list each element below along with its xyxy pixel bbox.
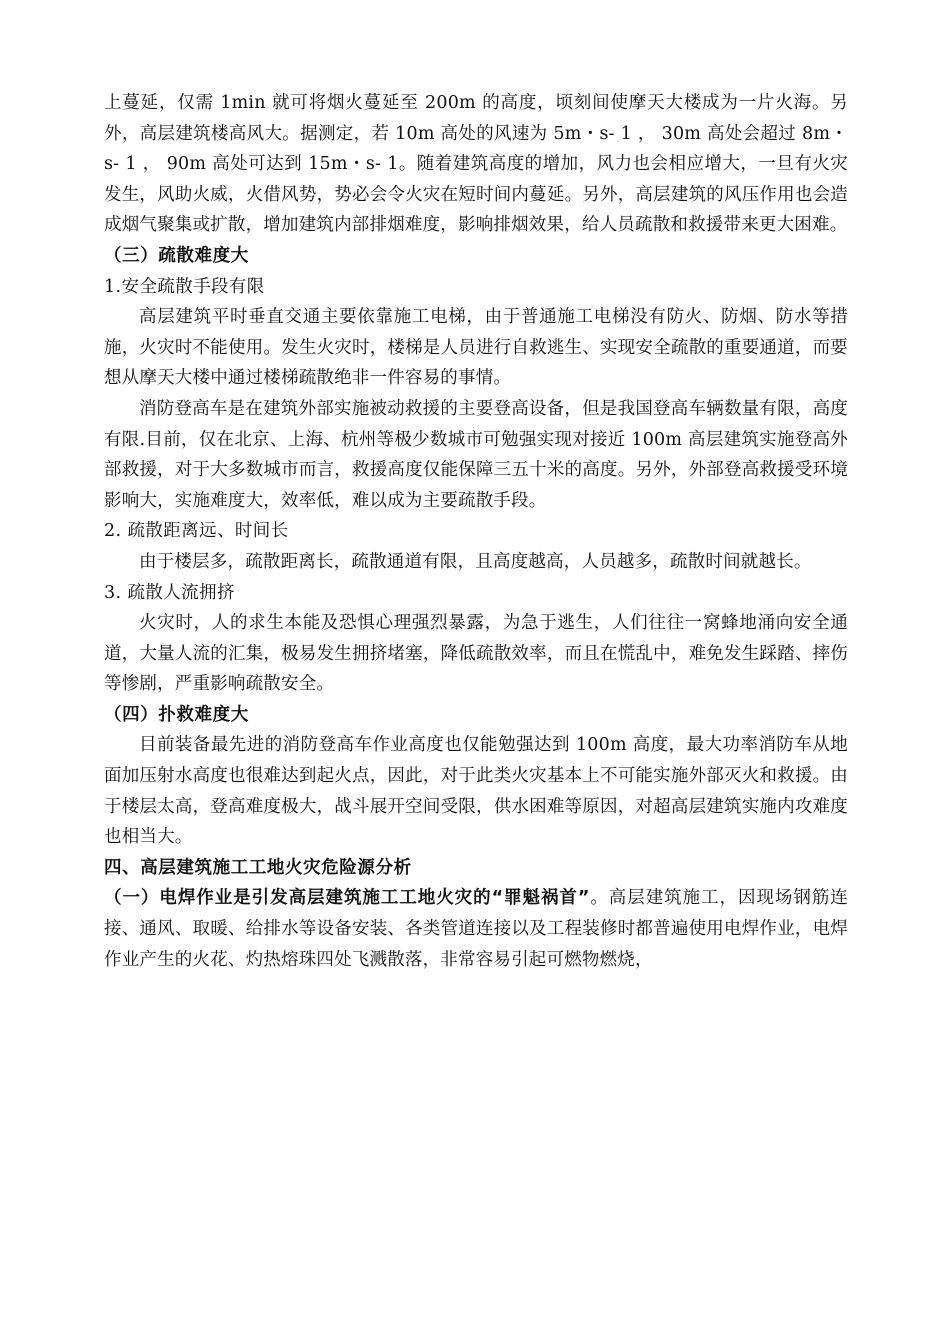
section-heading-4: 四、高层建筑施工工地火灾危险源分析	[104, 857, 412, 878]
subsection-heading-3: （三）疏散难度大	[104, 245, 249, 266]
body-paragraph: 目前装备最先进的消防登高车作业高度也仅能勉强达到 100m 高度，最大功率消防车从地面加压射水高度也很难达到起火点，因此，对于此类火灾基本上不可能实施外部灭火和救援。由于楼层太高，登高难度极大，战斗展开空间受限，供水困难等原因，对超高层建筑实施内攻难度也相当大。	[104, 735, 848, 848]
list-item-title-1: 1.安全疏散手段有限	[104, 276, 265, 297]
body-paragraph	[104, 883, 848, 975]
body-paragraph: 消防登高车是在建筑外部实施被动救援的主要登高设备，但是我国登高车辆数量有限，高度有限.目前，仅在北京、上海、杭州等极少数城市可勉强实现对接近 100m 高层建筑实施登高外部救援，对于大多数城市而言，救援高度仅能保障三五十米的高度。另外，外部登高救援受环境影响大，实施难度大，效率低，难以成为主要疏散手段。	[104, 398, 848, 511]
bold-lead-text: （一）电焊作业是引发高层建筑施工工地火灾的“罪魁祸首”	[104, 888, 590, 909]
body-paragraph: 上蔓延，仅需 1min 就可将烟火蔓延至 200m 的高度，顷刻间使摩天大楼成为一片火海。另外，高层建筑楼高风大。据测定，若 10m 高处的风速为 5m・s- 1 ， 30m 高处会超过 8m・s- 1 ， 90m 高处可达到 15m・s- 1。随着建筑高度的增加，风力也会相应增大，一旦有火灾发生，风助火威，火借风势，势必会令火灾在短时间内蔓延。另外，高层建筑的风压作用也会造成烟气聚集或扩散，增加建筑内部排烟难度，影响排烟效果，给人员疏散和救援带来更大困难。	[104, 93, 848, 236]
list-item-title-3: 3. 疏散人流拥挤	[104, 582, 235, 603]
body-paragraph: 火灾时，人的求生本能及恐惧心理强烈暴露，为急于逃生，人们往往一窝蜂地涌向安全通道，大量人流的汇集，极易发生拥挤堵塞，降低疏散效率，而且在慌乱中，难免发生踩踏、摔伤等惨剧，严重影响疏散安全。	[104, 613, 848, 695]
paragraph-text: 。高层建筑施工，因现场钢筋连接、通风、取暖、给排水等设备安装、各类管道连接以及工程装修时都普遍使用电焊作业，电焊作业产生的火花、灼热熔珠四处飞溅散落，非常容易引起可燃物燃烧，	[104, 888, 848, 970]
body-paragraph: 由于楼层多，疏散距离长，疏散通道有限，且高度越高，人员越多，疏散时间就越长。	[139, 551, 812, 572]
list-item-title-2: 2. 疏散距离远、时间长	[104, 521, 289, 542]
subsection-heading-4: （四）扑救难度大	[104, 704, 249, 725]
body-paragraph: 高层建筑平时垂直交通主要依靠施工电梯，由于普通施工电梯没有防火、防烟、防水等措施，火灾时不能使用。发生火灾时，楼梯是人员进行自救逃生、实现安全疏散的重要通道，而要想从摩天大楼中通过楼梯疏散绝非一件容易的事情。	[104, 307, 848, 389]
document-page	[104, 88, 848, 975]
